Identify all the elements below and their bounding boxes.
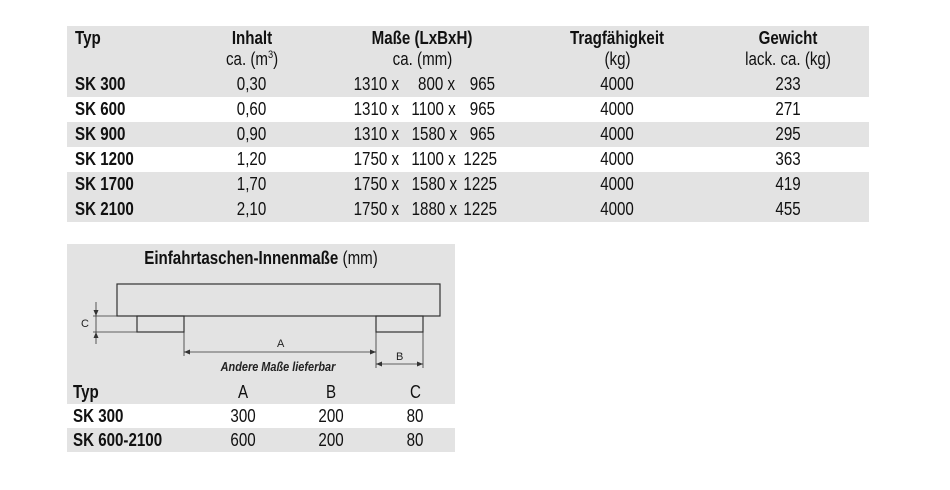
label-c: C <box>81 318 89 330</box>
header-b: B <box>325 382 337 402</box>
fork-pocket-diagram <box>67 272 455 380</box>
cell-tragfaehigkeit: 4000 <box>600 199 634 219</box>
table-header-row: Typ Inhalt ca. $(m^3)$ Maße (LxBxH) ca. (mm) Tragfähigkeit (kg) Gewicht lack. ca. (kg) <box>67 26 869 72</box>
cell-inhalt: 1,20 <box>237 149 267 169</box>
header-c: C <box>409 382 421 402</box>
dim-b-arrow-left <box>376 362 382 367</box>
cell-inhalt: 0,30 <box>237 74 267 94</box>
cell-c: 80 <box>406 430 424 450</box>
note-other-sizes: Andere Maße lieferbar <box>220 359 336 375</box>
cell-inhalt: 1,70 <box>237 174 267 194</box>
cell-tragfaehigkeit: 4000 <box>600 99 634 119</box>
cell-gewicht: 363 <box>775 149 801 169</box>
dim-b-arrow-right <box>417 362 423 367</box>
cell-laenge: 1750 x <box>353 174 399 194</box>
cell-laenge: 1310 x <box>353 124 399 144</box>
cell-tragfaehigkeit: 4000 <box>600 174 634 194</box>
cell-typ: SK 1700 <box>75 174 134 194</box>
cell-gewicht: 455 <box>775 199 801 219</box>
container-body-outline <box>117 284 440 316</box>
cell-breite: 1100 x <box>411 149 456 169</box>
cell-typ: SK 1200 <box>75 149 134 169</box>
cell-hoehe: 965 <box>469 99 495 119</box>
cell-typ: SK 600-2100 <box>73 430 163 450</box>
cell-breite: 1580 x <box>411 124 458 144</box>
cell-tragfaehigkeit: 4000 <box>600 74 634 94</box>
header-typ: Typ <box>73 382 99 402</box>
cell-typ: SK 300 <box>73 406 124 426</box>
cell-hoehe: 965 <box>469 74 495 94</box>
table-header-row <box>67 380 455 404</box>
cell-hoehe: 1225 <box>463 199 498 219</box>
cell-breite: 1100 x <box>411 99 456 119</box>
cell-typ: SK 2100 <box>75 199 134 219</box>
cell-typ: SK 900 <box>75 124 126 144</box>
cell-typ: SK 600 <box>75 99 126 119</box>
table-row <box>67 122 869 147</box>
dim-a-arrow-left <box>184 350 190 355</box>
header-a: A <box>237 382 249 402</box>
cell-breite: 1580 x <box>411 174 458 194</box>
cell-hoehe: 965 <box>469 124 495 144</box>
label-a: A <box>277 338 285 350</box>
table-row <box>67 72 869 97</box>
dimensions-table <box>67 26 869 222</box>
fork-pocket-table <box>67 380 455 452</box>
cell-tragfaehigkeit: 4000 <box>600 149 634 169</box>
cell-laenge: 1750 x <box>353 149 399 169</box>
dim-a-arrow-right <box>370 350 376 355</box>
right-fork-pocket <box>376 316 423 332</box>
table-row <box>67 97 869 122</box>
cell-tragfaehigkeit: 4000 <box>600 124 634 144</box>
cell-gewicht: 271 <box>775 99 801 119</box>
cell-typ: SK 300 <box>75 74 126 94</box>
cell-laenge: 1310 x <box>353 74 399 94</box>
cell-inhalt: 0,60 <box>237 99 267 119</box>
fork-pocket-section <box>67 244 455 464</box>
cell-b: 200 <box>318 406 344 426</box>
cell-breite: 800 x <box>418 74 455 94</box>
dim-c-arrow-bottom <box>94 332 99 338</box>
left-fork-pocket <box>137 316 184 332</box>
table-row <box>67 197 869 222</box>
cell-gewicht: 295 <box>775 124 801 144</box>
table-row <box>67 172 869 197</box>
fork-pocket-title: Einfahrtaschen-Innenmaße (mm) <box>67 244 455 272</box>
table-row <box>67 147 869 172</box>
cell-inhalt: 2,10 <box>237 199 267 219</box>
cell-c: 80 <box>406 406 424 426</box>
cell-a: 600 <box>230 430 256 450</box>
cell-b: 200 <box>318 430 344 450</box>
cell-a: 300 <box>230 406 256 426</box>
cell-inhalt: 0,90 <box>237 124 267 144</box>
table-row <box>67 404 455 428</box>
dim-c-arrow-top <box>94 310 99 316</box>
table-row <box>67 428 455 452</box>
pocket-drawing <box>67 272 455 380</box>
cell-laenge: 1310 x <box>353 99 399 119</box>
cell-laenge: 1750 x <box>353 199 399 219</box>
label-b: B <box>396 351 404 363</box>
cell-hoehe: 1225 <box>463 149 498 169</box>
cell-breite: 1880 x <box>411 199 458 219</box>
cell-hoehe: 1225 <box>463 174 498 194</box>
cell-gewicht: 233 <box>775 74 801 94</box>
cell-gewicht: 419 <box>775 174 801 194</box>
